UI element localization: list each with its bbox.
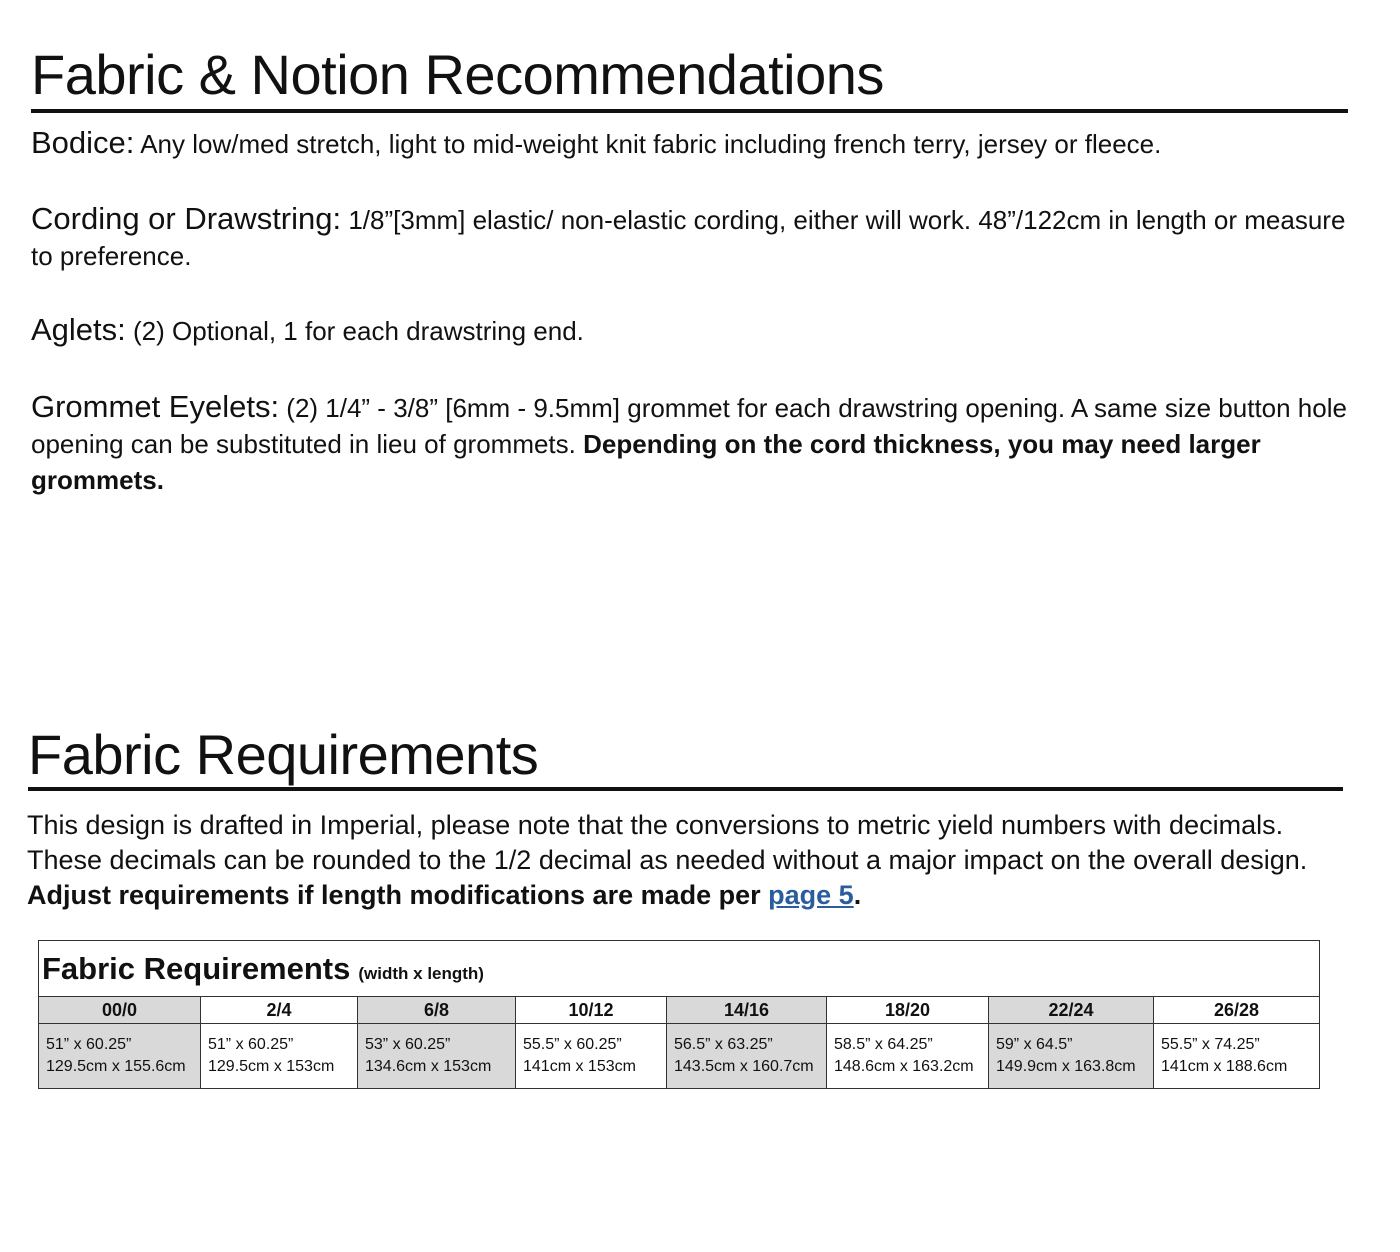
table-caption [39, 941, 1320, 997]
size-header: 2/4 [201, 997, 358, 1024]
bodice-label: Bodice: [31, 125, 135, 160]
size-header: 22/24 [989, 997, 1154, 1024]
requirements-title: Fabric Requirements [28, 723, 539, 786]
intro-end: . [853, 880, 862, 910]
size-header: 14/16 [667, 997, 827, 1024]
bodice-recommendation [31, 125, 1351, 162]
size-header: 6/8 [358, 997, 516, 1024]
size-header: 00/0 [39, 997, 201, 1024]
metric-value: 141cm x 153cm [523, 1058, 636, 1075]
cording-label: Cording or Drawstring: [31, 201, 342, 236]
aglets-recommendation [31, 312, 1351, 349]
table-caption-title: Fabric Requirements [42, 950, 351, 986]
table-row [39, 1024, 1320, 1089]
grommet-label: Grommet Eyelets: [31, 389, 280, 424]
size-header: 26/28 [1154, 997, 1320, 1024]
imperial-value: 53” x 60.25” [365, 1036, 451, 1053]
imperial-value: 55.5” x 60.25” [523, 1036, 622, 1053]
aglets-text: (2) Optional, 1 for each drawstring end. [125, 316, 584, 346]
title-divider [31, 109, 1348, 113]
metric-value: 141cm x 188.6cm [1161, 1058, 1288, 1075]
requirement-cell [201, 1024, 358, 1089]
page-5-link[interactable]: page 5 [768, 880, 854, 910]
size-header: 18/20 [827, 997, 989, 1024]
imperial-value: 58.5” x 64.25” [834, 1036, 933, 1053]
aglets-label: Aglets: [31, 312, 126, 347]
requirements-intro [27, 808, 1347, 913]
grommet-recommendation [31, 389, 1351, 498]
recommendations-title: Fabric & Notion Recommendations [31, 43, 884, 106]
requirement-cell [1154, 1024, 1320, 1089]
grommet-note: Depending on the cord thickness, you may need larger grommets. [31, 429, 1261, 495]
imperial-value: 56.5” x 63.25” [674, 1036, 773, 1053]
fabric-requirements-table [38, 940, 1320, 1089]
cording-text: 1/8”[3mm] elastic/ non-elastic cording, either will work. 48”/122cm in length or measure to preference. [31, 205, 1346, 271]
metric-value: 129.5cm x 155.6cm [46, 1058, 186, 1075]
imperial-value: 59” x 64.5” [996, 1036, 1073, 1053]
imperial-value: 51” x 60.25” [208, 1036, 294, 1053]
imperial-value: 55.5” x 74.25” [1161, 1036, 1260, 1053]
requirement-cell [39, 1024, 201, 1089]
metric-value: 149.9cm x 163.8cm [996, 1058, 1136, 1075]
requirement-cell [358, 1024, 516, 1089]
requirement-cell [827, 1024, 989, 1089]
bodice-text: Any low/med stretch, light to mid-weight knit fabric including french terry, jersey or fleece. [134, 129, 1162, 159]
title-divider [28, 787, 1343, 791]
requirement-cell [516, 1024, 667, 1089]
metric-value: 129.5cm x 153cm [208, 1058, 335, 1075]
metric-value: 143.5cm x 160.7cm [674, 1058, 814, 1075]
table-caption-units: (width x length) [358, 963, 484, 983]
table-caption-row [39, 941, 1320, 997]
intro-bold: Adjust requirements if length modifications are made per [27, 880, 769, 910]
imperial-value: 51” x 60.25” [46, 1036, 132, 1053]
cording-recommendation [31, 201, 1351, 274]
metric-value: 148.6cm x 163.2cm [834, 1058, 974, 1075]
grommet-text: (2) 1/4” - 3/8” [6mm - 9.5mm] grommet for each drawstring opening. A same size button hole opening can be substituted in lieu of grommets. [31, 393, 1347, 459]
metric-value: 134.6cm x 153cm [365, 1058, 492, 1075]
size-header: 10/12 [516, 997, 667, 1024]
size-header-row [39, 997, 1320, 1024]
requirement-cell [989, 1024, 1154, 1089]
intro-text: This design is drafted in Imperial, please note that the conversions to metric yield numbers with decimals. These decimals can be rounded to the 1/2 decimal as needed without a major impact on the overall design. [27, 810, 1308, 875]
requirement-cell [667, 1024, 827, 1089]
